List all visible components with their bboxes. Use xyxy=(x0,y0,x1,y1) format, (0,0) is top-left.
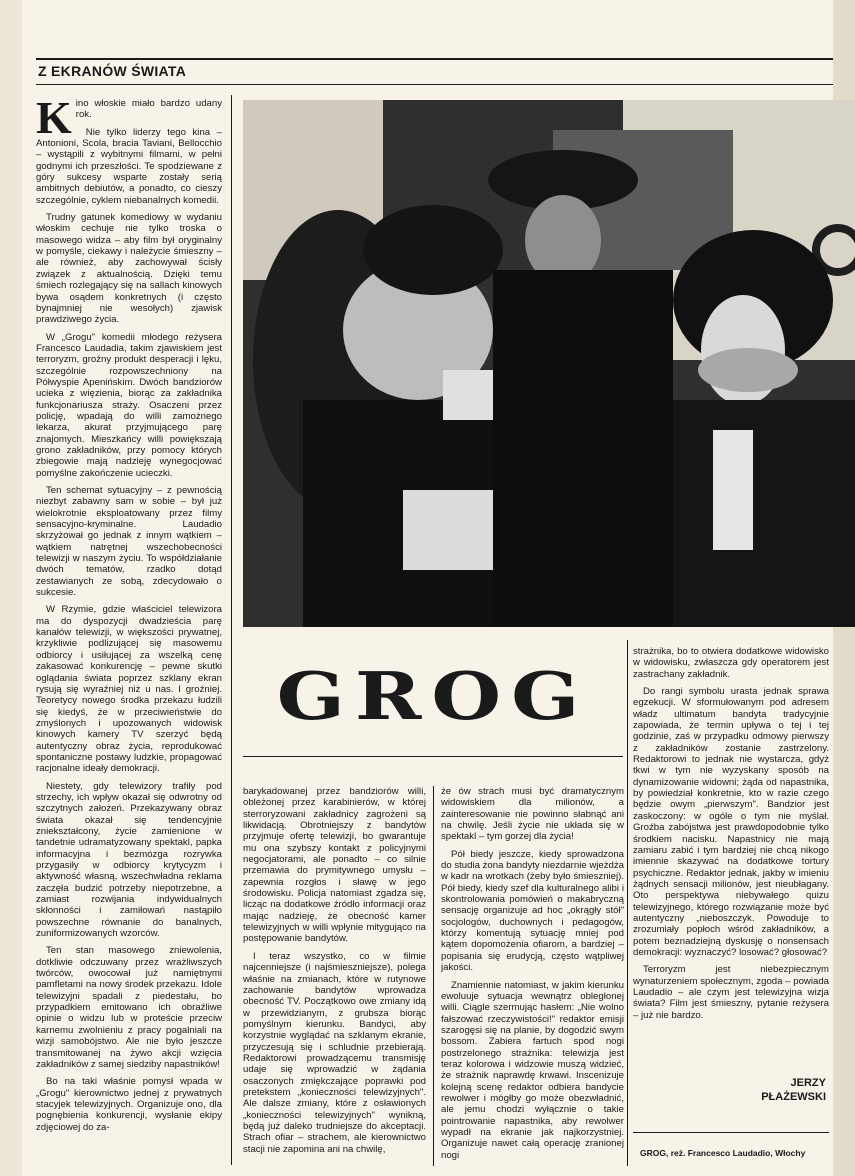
paragraph: W „Grogu" komedii młodego reżysera Francesco Laudadia, takim zjawiskiem jest terroryzm, groźny produkt desperacji i lęku, szczególnie rozpowszechniony na Półwyspie Apenińskim. Dwóch bandziorów ucieka z więzienia, biorąc za zakładnika funkcjonariusza straży. Osaczeni przez policję, wpadają do willi zamożnego lekarza, akurat przyjmującego parę znajomych. Mieszkańcy willi powiększają grono zakładników, przy pomocy których zbiegowie mają nadzieję wynegocjować pomyślne zakończenie ucieczki. xyxy=(36,331,222,479)
column-divider xyxy=(231,95,232,1165)
author-first-name: JERZY xyxy=(790,1077,826,1089)
paragraph: Ten stan masowego zniewolenia, dotkliwie odczuwany przez wrażliwszych twórców, owocował już namiętnymi pamfletami na nowy środek przekazu. Idole telewizyjni spadali z piedestału, bo przypadkiem emitowano ich obraźliwe opinie o widzu lub w proteście przeciw karnemu zwolnieniu z pracy pogalniali na wizji samobójstwo. Ale nie było jeszcze transmitowanej na żywo akcji wzięcia zakładników z samej siedziby napastników! xyxy=(36,945,222,1070)
paragraph: że ów strach musi być dramatycznym widowiskiem dla milionów, a zainteresowanie nie powinno słabnąć ani na chwilę. Jeśli życie nie układa się w spektakl – tym gorzej dla życia! xyxy=(441,786,624,843)
photo-caption: GROG, reż. Francesco Laudadio, Włochy xyxy=(640,1148,806,1158)
column-divider xyxy=(433,786,434,1166)
paragraph: barykadowanej przez bandziorów willi, obleżonej przez karabinierów, w której sterroryzowani zakładnicy zagrożeni są likwidacją. Obrotniejszy z bandytów przyjmuje ofertę telewizji, bo gwarantuje mu ona szybszy kontakt z policyjnymi negocjatorami, ale ponadto – co silnie przemawia do prymitywnego umysłu – zapewnia rozgłos i sławę w jego środowisku. Policja natomiast zgadza się, licząc na dodatkowe źródło informacji oraz mając nadzieję, że obecność kamer telewizyjnych w willi wpłynie mitygująco na postępowanie bandytów. xyxy=(243,786,426,945)
paragraph: W Rzymie, gdzie właściciel telewizora ma do dyspozycji dwadzieścia parę kanałów telewizji, w większości prywatnej, krzykliwie podlizującej się masowemu odbiorcy i usiłującej za wszelką cenę zakasować konkurencję – pewne skutki oglądania świata poprzez szklany ekran rysują się wyraźniej niż u nas. I groźniej. Teoretycy nowego środka przekazu łudzili się kiedyś, że w przeciwieństwie do zmyślonych i upozowanych widowisk kinowych kamery TV szerzyć będą autentyczny obraz życia, reprodukować spontaniczne postawy ludzkie, propagować racjonalne ideały demokracji. xyxy=(36,604,222,775)
paragraph: Terroryzm jest niebezpiecznym wynaturzeniem społecznym, zgoda – powiada Laudadio – ale czym jest telewizyjna wizja świata? Film jest śmieszny, pytanie reżysera – już nie bardzo. xyxy=(633,964,829,1021)
top-rule xyxy=(36,58,833,60)
paragraph: strażnika, bo to otwiera dodatkowe widowisko w widowisku, zwłaszcza gdy operatorem jest zastrachany zakładnik. xyxy=(633,646,829,680)
paragraph: Trudny gatunek komediowy w wydaniu włoskim cechuje nie tylko troska o masowego widza – aby film był oryginalny w pomyśle, ciekawy i należycie śmieszny – ale również, aby zachowywał ścisły związek z aktualnością. Dzięki temu śmiech rozlegający się na sallach kinowych bywa osądem konkretnych (i często bynajmniej nie wesołych) zjawisk prawdziwego życia. xyxy=(36,212,222,326)
paragraph: Znamiennie natomiast, w jakim kierunku ewoluuje sytuacja wewnątrz obległonej willi. Ciągle szermując hasłem: „Nie wolno fałszować rzeczywistości!" redaktor emisji szarogęsi się na planie, by dogodzić swym bossom. Zabiera fartuch spod nogi postrzelonego strażnika: telewizja jest teraz kolorowa i widzowie muszą widzieć, że strażnik naprawdę krwawi. Inscenizuje kolejną scenę redaktor odbiera bandycie rewolwer i mógłby go może obezwładnić, ale jemu chodzi wyłącznie o takie pointrowanie napastnika, aby rewolwer wypadł na ekranie jak najkorzystniej. Organizuje nawet całą operację zranionej nogi xyxy=(441,979,624,1161)
headline: GROG xyxy=(276,657,590,735)
article-column-2 xyxy=(243,786,426,1166)
headline-rule xyxy=(243,756,623,757)
caption-rule xyxy=(633,1132,829,1133)
paragraph: Pół biedy jeszcze, kiedy sprowadzona do studia żona bandyty niezdarnie wjeżdża w kadr na wrotkach (żeby było śmieszniej). Pół biedy, kiedy szef dla kulturalnego alibi i skontrolowania pomówień o makabryczną sensację organizuje ad hoc „okrągły stół" socjologów, duchownych i pedagogów, którzy komentują sytuację mniej pod kątem dopomożenia ofiarom, a bardziej – popisania się erudycją, często wątpliwej jakości. xyxy=(441,848,624,974)
film-still-illustration xyxy=(243,100,855,627)
paragraph: Bo na taki właśnie pomysł wpada w „Grogu" kierownictwo jednej z prywatnych stacyjek telewizyjnych. Organizuje ono, dla pognębienia konkurencji, wysłanie ekipy zdjęciowej do za- xyxy=(36,1076,222,1133)
section-header: Z EKRANÓW ŚWIATA xyxy=(38,63,187,79)
article-column-4 xyxy=(633,646,829,1050)
column-divider xyxy=(627,640,628,1166)
paragraph: Nie tylko liderzy tego kina – Antonioni, Scola, bracia Taviani, Bellocchio – wystąpili z wybitnymi filmami, w pełni godnymi ich przeszłości. Te spodziewane z góry sukcesy wsparte zostały serią ambitnych debiutów, a ponadto, co cieszy szczególnie, cyklem niebanalnych komedii. xyxy=(36,126,222,206)
author-last-name: PŁAŻEWSKI xyxy=(761,1091,826,1103)
paragraph: ino włoskie miało bardzo udany rok. xyxy=(75,98,222,121)
paragraph: Niestety, gdy telewizory trafiły pod strzechy, ich wpływ okazał się odwrotny od szczytnych założeń. Przekazywany obraz świata okazał się tendencyjnie zniekształcony, życie zamienione w tandetnie udramatyzowany spektakl, papka informacyjna i bezmózga rozrywka przygasiły w odbiorcy krytycyzm i aktywność własną, wszechwładna reklama zaczęła budzić potrzeby niepotrzebne, a zamiast rozwijania indywidualnych skłonności i zamiłowań nastąpiło powszechne równanie do banalnych, zuniformizowanych wzorców. xyxy=(36,780,222,940)
drop-cap: K xyxy=(36,98,72,143)
article-column-1 xyxy=(36,98,222,1164)
header-rule xyxy=(36,84,833,85)
paragraph: I teraz wszystko, co w filmie najcenniejsze (i najśmieszniejsze), polega właśnie na zmianach, które w rutynowe zachowanie bandytów wprowadza obecność TV. Początkowo owe zmiany idą w przewidzianym, z grubsza biorąc pomyślnym kierunku. Bandyci, aby korzystnie wyglądać na szklanym ekranie, przyczesują się i schludnie przebierają. Redaktorowi prowadzącemu transmisję udaje się wprowadzić w żądania osaczonych zmiękczające poprawki pod pretekstem „konieczności telewizyjnych". Ale dalsze zmiany, które z osławionych „konieczności telewizyjnych" wynikną, będą już daleko trudniejsze do akceptacji. Strach ofiar – strachem, ale kierownictwo stacji nie zapomina ani na chwilę, xyxy=(243,950,426,1155)
film-still-photo xyxy=(243,100,855,627)
headline-area xyxy=(243,636,623,756)
paragraph: Ten schemat sytuacyjny – z pewnością niezbyt zabawny sam w sobie – był już wielokrotnie eksploatowany przez filmy sensacyjno-kryminalne. Laudadio skrzyżował go jednak z innym wątkiem – wątkiem natrętnej wszechobecności telewizji w naszym życiu. To współdziałanie dwóch tematów, rzadko dotąd zestawianych ze sobą, zdecydowało o sukcesie. xyxy=(36,485,222,599)
paragraph: Do rangi symbolu urasta jednak sprawa egzekucji. W sformułowanym pod adresem władz ultimatum bandyta tradycyjnie zapowiada, że termin upływa o tej i tej godzinie, zaś w przypadku odmowy pierwszy z zakładników zostanie zastrzelony. Redaktorowi to jednak nie wystarcza, gdyż tkwi w tym nie wyzyskany sposób na dynamizowanie widowni; żąda od napastnika, by powiedział konkretnie, kto w razie czego będzie owym „pierwszym". Bandzior jest zaskoczony: w ogóle o tym nie myślał. Groźba zabójstwa jest prawdopodobnie tylko środkiem nacisku. Napastnicy nie mają zamiaru zabić i tym bardziej nie chcą nikogo imiennie skazywać na dodatkowe tortury psychiczne. Redaktor jednak, jakby w imieniu żądnych sensacji milionów, jest nieubłagany. Oto perspektywa niebywałego quizu telewizyjnego, którego rozwiązanie może być autentyczny „nieboszczyk. Powoduje to zrozumiały popłoch wśród zakładników, a potem beznadziejną dyskusję o nonsensach demokracji: wyznaczyć? losować? głosować? xyxy=(633,686,829,958)
article-column-3 xyxy=(441,786,624,1166)
author-byline xyxy=(700,1076,826,1104)
